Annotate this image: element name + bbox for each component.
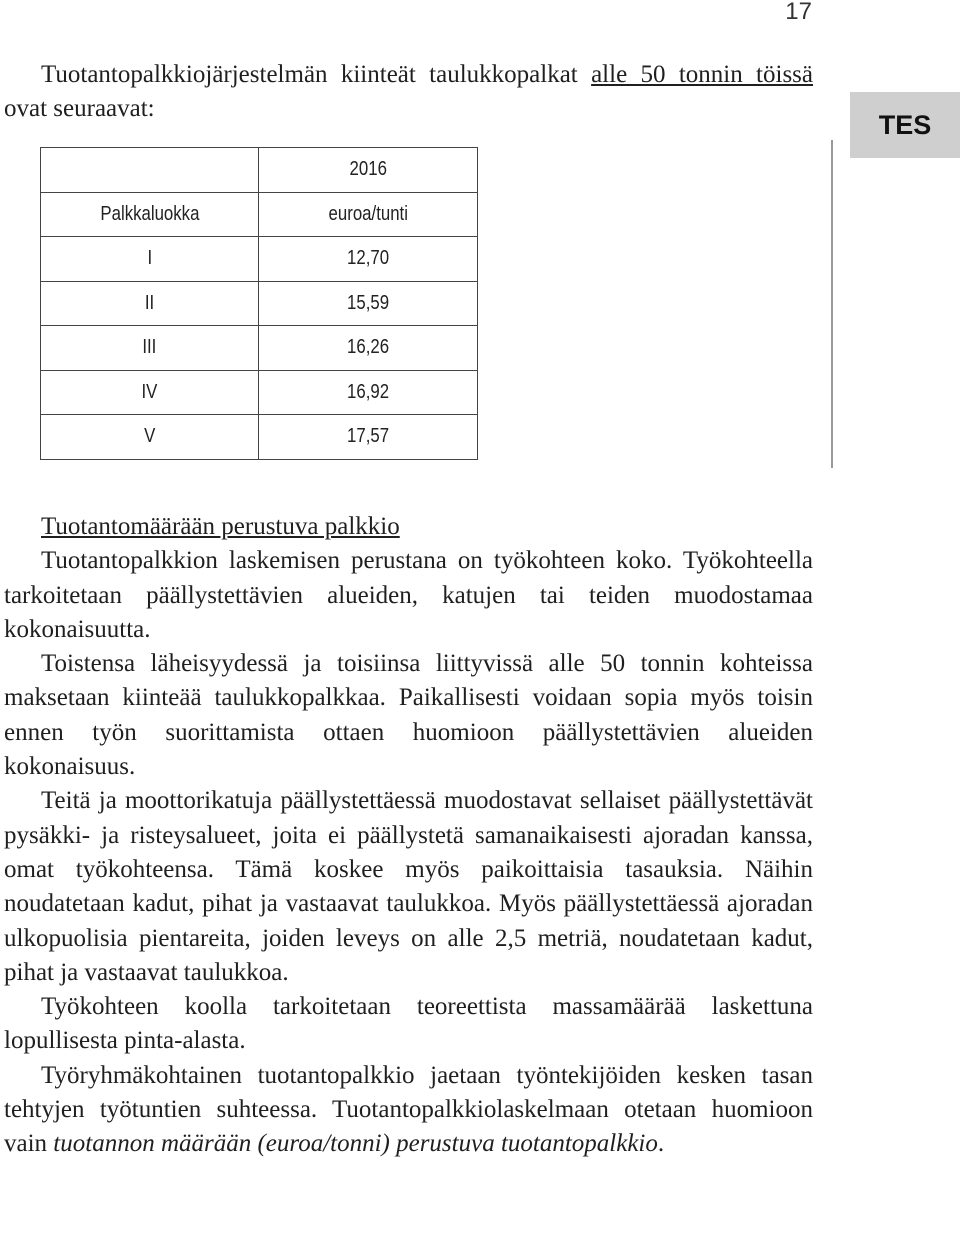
table-cell-class: III: [41, 326, 259, 371]
table-row: [41, 281, 478, 326]
intro-tail: ovat seuraavat:: [4, 95, 155, 122]
table-cell-year: 2016: [259, 148, 478, 193]
table-row: [41, 237, 478, 282]
paragraph-4: Työkohteen koolla tarkoitetaan teoreettista massamäärää laskettuna lopullisesta pinta-alasta.: [4, 993, 813, 1055]
table-cell-rate: 16,92: [259, 370, 478, 415]
body-section: [4, 510, 813, 1162]
col-header-rate: euroa/tunti: [259, 192, 478, 237]
table-row: [41, 326, 478, 371]
table-row: [41, 415, 478, 460]
paragraph-3: Teitä ja moottorikatuja päällystettäessä muodostavat sellaiset päällystettävät pysäkki- ja risteysalueet, joita ei päällystetä samanaikaisesti ajoradan kanssa, omat työkohteensa. Tämä koskee myös paikoittaisia tasauksia. Näihin noudatetaan kadut, pihat ja vastaavat taulukkoa. Myös päällystettäessä ajoradan ulkopuolisia pientareita, joiden leveys on alle 2,5 metriä, noudatetaan kadut, pihat ja vastaavat taulukkoa.: [4, 787, 813, 986]
table-cell-empty: [41, 148, 259, 193]
table-cell-rate: 17,57: [259, 415, 478, 460]
table-cell-class: I: [41, 237, 259, 282]
intro-lead: Tuotantopalkkiojärjestelmän kiinteät taulukkopalkat: [41, 61, 592, 88]
wage-table: [40, 147, 478, 460]
table-header-row: [41, 192, 478, 237]
paragraph-1: Tuotantopalkkion laskemisen perustana on työkohteen koko. Työkohteella tarkoitetaan päällystettävien alueiden, katujen tai teiden muodostamaa kokonaisuutta.: [4, 547, 813, 643]
table-cell-rate: 15,59: [259, 281, 478, 326]
table-cell-class: IV: [41, 370, 259, 415]
intro-underlined: alle 50 tonnin töissä: [591, 61, 813, 88]
margin-rule: [831, 140, 833, 468]
section-heading: Tuotantomäärään perustuva palkkio: [41, 513, 400, 540]
table-row-year: [41, 148, 478, 193]
table-cell-rate: 12,70: [259, 237, 478, 282]
section-tab-tes: TES: [850, 92, 960, 158]
intro-paragraph: [4, 58, 813, 126]
paragraph-2: Toistensa läheisyydessä ja toisiinsa liittyvissä alle 50 tonnin kohteissa maksetaan kiinteää taulukkopalkkaa. Paikallisesti voidaan sopia myös toisin ennen työn suorittamista ottaen huomioon päällystettävien alueiden kokonaisuus.: [4, 650, 813, 781]
table-cell-rate: 16,26: [259, 326, 478, 371]
paragraph-5-italic: tuotannon määrään (euroa/tonni) perustuva tuotantopalkkio: [53, 1130, 658, 1158]
table-row: [41, 370, 478, 415]
intro-text: [4, 58, 813, 126]
page-number: 17: [785, 0, 812, 25]
col-header-class: Palkkaluokka: [41, 192, 259, 237]
table-cell-class: V: [41, 415, 259, 460]
paragraph-5: Työryhmäkohtainen tuotantopalkkio jaetaan työntekijöiden kesken tasan tehtyjen työtuntien suhteessa. Tuotantopalkkiolaskelmaan otetaan huomioon vain tuotannon määrään (euroa/tonni) perustuva tuotantopalkkio.: [4, 1061, 813, 1158]
table-cell-class: II: [41, 281, 259, 326]
